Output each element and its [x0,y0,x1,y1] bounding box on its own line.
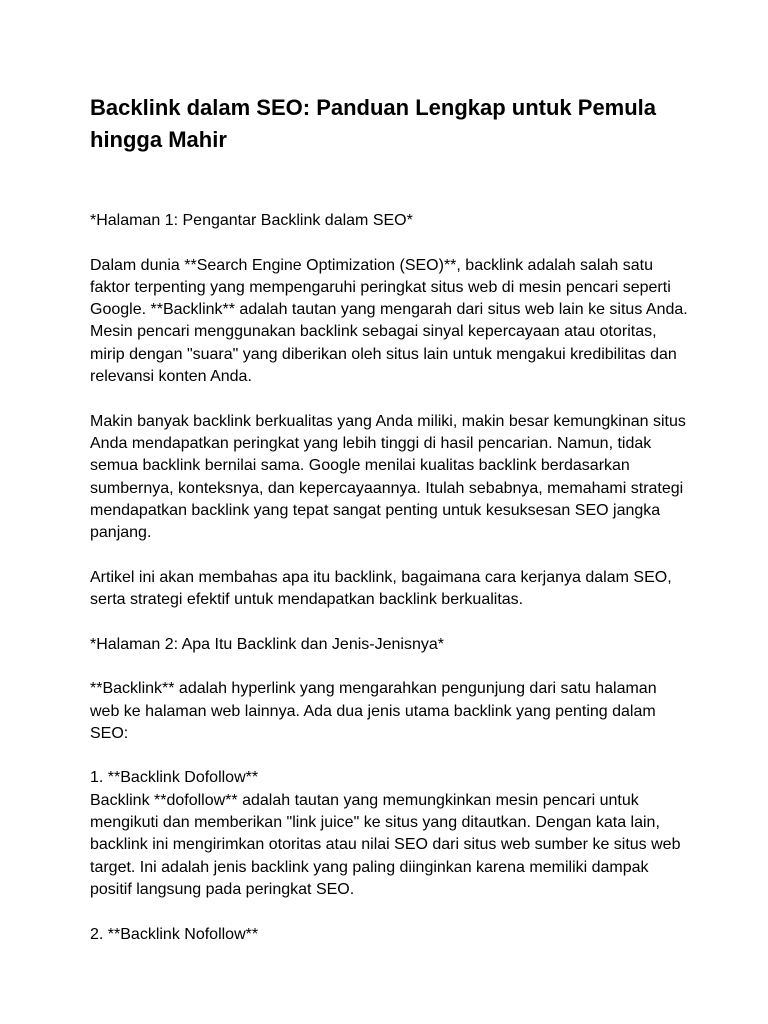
section-heading-2: *Halaman 2: Apa Itu Backlink dan Jenis-Jenisnya* [90,635,444,653]
list-item-dofollow-text: Backlink **dofollow** adalah tautan yang memungkinkan mesin pencari untuk mengikuti dan memberikan "link juice" ke situs yang ditautkan. Dengan kata lain, backlink ini mengirimkan otoritas atau nilai SEO dari situs web sumber ke situs web target. Ini adalah jenis backlink yang paling diinginkan karena memiliki dampak positif langsung pada peringkat SEO. [90,791,681,898]
paragraph-4: **Backlink** adalah hyperlink yang mengarahkan pengunjung dari satu halaman web ke halaman web lainnya. Ada dua jenis utama backlink yang penting dalam SEO: [90,680,657,742]
list-item-dofollow [90,767,690,901]
paragraph-2: Makin banyak backlink berkualitas yang Anda miliki, makin besar kemungkinan situs Anda mendapatkan peringkat yang lebih tinggi di hasil pencarian. Namun, tidak semua backlink bernilai sama. Google menilai kualitas backlink berdasarkan sumbernya, konteksnya, dan kepercayaannya. Itulah sebabnya, memahami strategi mendapatkan backlink yang tepat sangat penting untuk kesuksesan SEO jangka panjang. [90,412,686,542]
section-heading-1: *Halaman 1: Pengantar Backlink dalam SEO* [90,212,413,229]
document-page [90,92,690,968]
list-item-nofollow-heading: 2. **Backlink Nofollow** [90,925,259,943]
paragraph-3: Artikel ini akan membahas apa itu backlink, bagaimana cara kerjanya dalam SEO, serta strategi efektif untuk mendapatkan backlink berkualitas. [90,568,672,609]
list-item-nofollow [90,924,690,946]
paragraph-1: Dalam dunia **Search Engine Optimization (SEO)**, backlink adalah salah satu faktor terpenting yang mempengaruhi peringkat situs web di mesin pencari seperti Google. **Backlink** adalah tautan yang mengarah dari situs web lain ke situs Anda. Mesin pencari menggunakan backlink sebagai sinyal kepercayaan atau otoritas, mirip dengan "suara" yang diberikan oleh situs lain untuk mengakui kredibilitas dan relevansi konten Anda. [90,256,688,386]
document-title: Backlink dalam SEO: Panduan Lengkap untuk Pemula hingga Mahir [90,95,657,152]
document-body [90,210,690,946]
list-item-dofollow-heading: 1. **Backlink Dofollow** [90,769,259,787]
